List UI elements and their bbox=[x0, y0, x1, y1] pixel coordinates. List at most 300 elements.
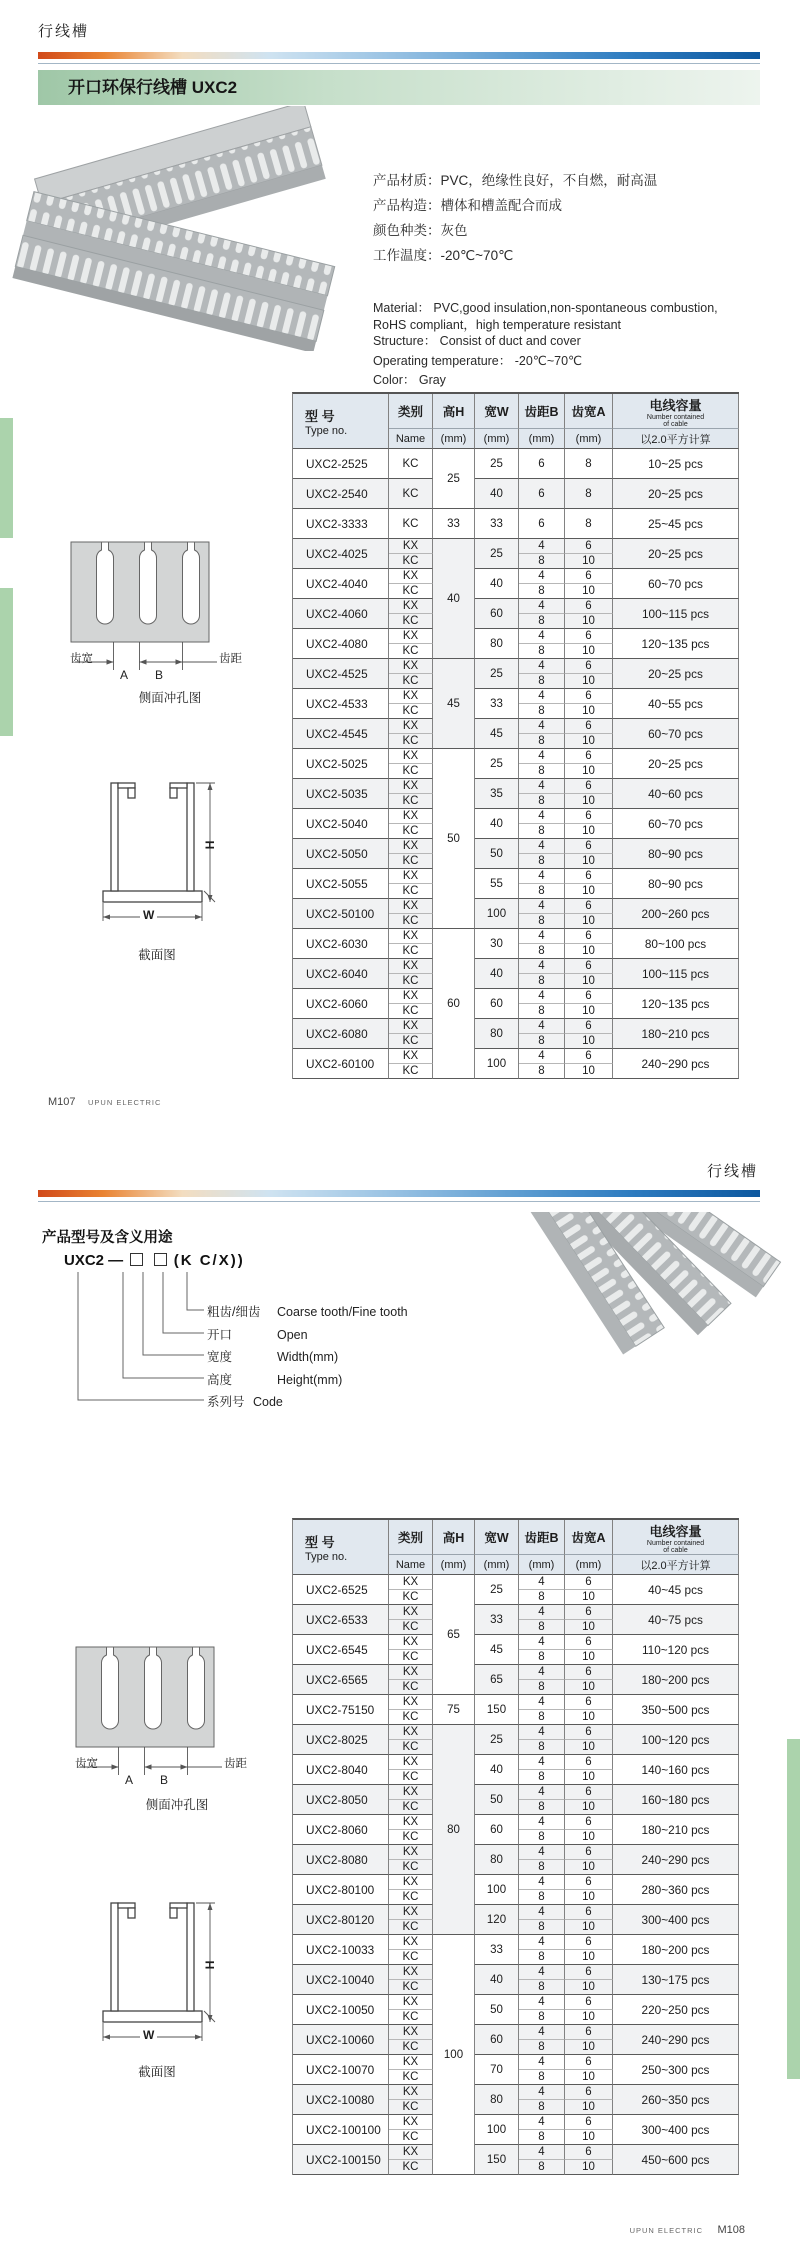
cell-type: UXC2-6030 bbox=[293, 929, 389, 959]
cell-capacity: 450~600 pcs bbox=[613, 2145, 739, 2175]
cell-tooth: 6 bbox=[565, 1019, 613, 1034]
cell-pitch: 4 bbox=[519, 869, 565, 884]
code-label-height bbox=[207, 1370, 342, 1388]
cell-name: KC bbox=[389, 1890, 433, 1905]
cell-capacity: 80~90 pcs bbox=[613, 869, 739, 899]
cell-type: UXC2-10070 bbox=[293, 2055, 389, 2085]
cell-name: KX bbox=[389, 1725, 433, 1740]
code-label-series bbox=[207, 1392, 283, 1410]
header-capacity-en1: Number contained bbox=[646, 1539, 705, 1547]
cell-pitch: 4 bbox=[519, 2115, 565, 2130]
cell-capacity: 240~290 pcs bbox=[613, 2025, 739, 2055]
table-row bbox=[293, 659, 739, 674]
cell-pitch: 4 bbox=[519, 1875, 565, 1890]
cell-tooth: 10 bbox=[565, 944, 613, 959]
cell-pitch: 4 bbox=[519, 1935, 565, 1950]
cell-pitch: 4 bbox=[519, 569, 565, 584]
cell-pitch: 4 bbox=[519, 899, 565, 914]
header-mm: (mm) bbox=[565, 429, 613, 449]
cell-capacity: 60~70 pcs bbox=[613, 569, 739, 599]
cell-width: 33 bbox=[475, 1935, 519, 1965]
cell-pitch: 4 bbox=[519, 1755, 565, 1770]
cell-pitch: 8 bbox=[519, 2130, 565, 2145]
cell-tooth: 10 bbox=[565, 2100, 613, 2115]
cell-width: 40 bbox=[475, 1965, 519, 1995]
cell-pitch: 4 bbox=[519, 1695, 565, 1710]
cell-capacity: 350~500 pcs bbox=[613, 1695, 739, 1725]
cell-pitch: 8 bbox=[519, 794, 565, 809]
cell-height: 100 bbox=[433, 1935, 475, 2175]
header-capacity bbox=[613, 1520, 739, 1555]
table-row bbox=[293, 959, 739, 974]
cell-capacity: 20~25 pcs bbox=[613, 659, 739, 689]
cell-name: KX bbox=[389, 2025, 433, 2040]
table-row bbox=[293, 539, 739, 554]
cell-tooth: 6 bbox=[565, 1995, 613, 2010]
cell-name: KC bbox=[389, 764, 433, 779]
cell-pitch: 8 bbox=[519, 1650, 565, 1665]
brand-name-2: UPUN ELECTRIC bbox=[629, 2226, 704, 2235]
cell-pitch: 8 bbox=[519, 1800, 565, 1815]
table-header bbox=[293, 394, 739, 449]
table-row bbox=[293, 2025, 739, 2040]
cell-tooth: 10 bbox=[565, 764, 613, 779]
cell-type: UXC2-100150 bbox=[293, 2145, 389, 2175]
header-mm: (mm) bbox=[565, 1555, 613, 1575]
cell-tooth: 6 bbox=[565, 869, 613, 884]
cell-width: 50 bbox=[475, 1995, 519, 2025]
cell-pitch: 8 bbox=[519, 1064, 565, 1079]
cell-type: UXC2-8050 bbox=[293, 1785, 389, 1815]
cell-tooth: 10 bbox=[565, 1710, 613, 1725]
brand-name-1: UPUN ELECTRIC bbox=[87, 1098, 162, 1107]
description-en bbox=[373, 300, 718, 389]
cell-pitch: 8 bbox=[519, 2040, 565, 2055]
cell-name: KX bbox=[389, 1995, 433, 2010]
cell-pitch: 4 bbox=[519, 749, 565, 764]
spec-table-2 bbox=[292, 1518, 739, 2175]
cell-capacity: 240~290 pcs bbox=[613, 1049, 739, 1079]
cell-name: KC bbox=[389, 1800, 433, 1815]
cell-pitch: 8 bbox=[519, 764, 565, 779]
table-row bbox=[293, 629, 739, 644]
cell-pitch: 8 bbox=[519, 734, 565, 749]
cell-name: KX bbox=[389, 1875, 433, 1890]
cell-pitch: 8 bbox=[519, 644, 565, 659]
table-row bbox=[293, 479, 739, 509]
cell-tooth: 10 bbox=[565, 734, 613, 749]
cell-type: UXC2-8025 bbox=[293, 1725, 389, 1755]
cell-capacity: 80~100 pcs bbox=[613, 929, 739, 959]
cell-pitch: 4 bbox=[519, 809, 565, 824]
cell-tooth: 6 bbox=[565, 2025, 613, 2040]
cell-name: KC bbox=[389, 479, 433, 509]
cell-pitch: 8 bbox=[519, 674, 565, 689]
cell-pitch: 8 bbox=[519, 554, 565, 569]
left-margin-bar-2 bbox=[0, 588, 13, 736]
cell-tooth: 10 bbox=[565, 1004, 613, 1019]
cell-width: 80 bbox=[475, 2085, 519, 2115]
cell-width: 33 bbox=[475, 689, 519, 719]
cell-name: KC bbox=[389, 1650, 433, 1665]
cell-type: UXC2-8060 bbox=[293, 1815, 389, 1845]
cell-tooth: 10 bbox=[565, 644, 613, 659]
cell-name: KX bbox=[389, 1575, 433, 1590]
tooth-width-label-2: 齿宽 bbox=[75, 1758, 98, 1770]
cell-pitch: 4 bbox=[519, 1635, 565, 1650]
cell-name: KC bbox=[389, 1860, 433, 1875]
cell-pitch: 8 bbox=[519, 1830, 565, 1845]
dim-w-label-1: W bbox=[140, 908, 157, 922]
cell-capacity: 180~200 pcs bbox=[613, 1935, 739, 1965]
code-label-en: Width(mm) bbox=[277, 1350, 339, 1364]
header-capacity-en1: Number contained bbox=[646, 413, 705, 421]
cell-name: KC bbox=[389, 824, 433, 839]
cell-name: KC bbox=[389, 1064, 433, 1079]
cell-tooth: 6 bbox=[565, 899, 613, 914]
cell-height: 50 bbox=[433, 749, 475, 929]
cell-type: UXC2-8080 bbox=[293, 1845, 389, 1875]
cell-type: UXC2-4533 bbox=[293, 689, 389, 719]
table-row bbox=[293, 1019, 739, 1034]
cell-name: KC bbox=[389, 854, 433, 869]
cell-name: KX bbox=[389, 539, 433, 554]
header-height: 高H bbox=[433, 1520, 475, 1555]
header-name: 类别 bbox=[389, 1520, 433, 1555]
cell-width: 60 bbox=[475, 1815, 519, 1845]
cell-width: 60 bbox=[475, 2025, 519, 2055]
cell-name: KX bbox=[389, 2145, 433, 2160]
header-type-zh: 型 号 bbox=[305, 408, 335, 424]
cell-name: KX bbox=[389, 1785, 433, 1800]
cell-name: KC bbox=[389, 944, 433, 959]
header-type bbox=[293, 1520, 389, 1575]
table-row bbox=[293, 509, 739, 539]
cell-tooth: 6 bbox=[565, 839, 613, 854]
tooth-pitch-label-1: 齿距 bbox=[219, 653, 242, 665]
cell-tooth: 6 bbox=[565, 1049, 613, 1064]
cell-name: KC bbox=[389, 449, 433, 479]
cell-capacity: 10~25 pcs bbox=[613, 449, 739, 479]
header-capacity-zh: 电线容量 bbox=[649, 397, 702, 413]
cell-width: 65 bbox=[475, 1665, 519, 1695]
cell-width: 100 bbox=[475, 2115, 519, 2145]
cell-capacity: 160~180 pcs bbox=[613, 1785, 739, 1815]
section-heading: 产品型号及含义用途 bbox=[42, 1230, 173, 1246]
cell-pitch: 4 bbox=[519, 599, 565, 614]
cell-tooth: 6 bbox=[565, 749, 613, 764]
cell-height: 25 bbox=[433, 449, 475, 509]
cell-tooth: 10 bbox=[565, 1980, 613, 1995]
cell-name: KX bbox=[389, 1635, 433, 1650]
header-mm: (mm) bbox=[433, 1555, 475, 1575]
cell-pitch: 8 bbox=[519, 704, 565, 719]
cell-tooth: 10 bbox=[565, 1620, 613, 1635]
desc-zh-line: 产品材质：PVC，绝缘性良好，不自燃，耐高温 bbox=[373, 173, 658, 188]
cell-capacity: 180~210 pcs bbox=[613, 1815, 739, 1845]
cell-tooth: 6 bbox=[565, 1665, 613, 1680]
cell-capacity: 60~70 pcs bbox=[613, 719, 739, 749]
cell-name: KX bbox=[389, 1905, 433, 1920]
cell-type: UXC2-3333 bbox=[293, 509, 389, 539]
header-mm: (mm) bbox=[519, 429, 565, 449]
cell-tooth: 10 bbox=[565, 1064, 613, 1079]
header-tooth: 齿宽A bbox=[565, 1520, 613, 1555]
cell-capacity: 25~45 pcs bbox=[613, 509, 739, 539]
cell-name: KX bbox=[389, 809, 433, 824]
cell-type: UXC2-4025 bbox=[293, 539, 389, 569]
cell-name: KC bbox=[389, 509, 433, 539]
desc-en-line: Structure： Consist of duct and cover bbox=[373, 334, 581, 348]
cell-tooth: 6 bbox=[565, 1755, 613, 1770]
cell-pitch: 4 bbox=[519, 1725, 565, 1740]
cell-name: KC bbox=[389, 614, 433, 629]
cell-height: 65 bbox=[433, 1575, 475, 1695]
cell-pitch: 8 bbox=[519, 1950, 565, 1965]
cell-pitch: 8 bbox=[519, 1680, 565, 1695]
cell-pitch: 8 bbox=[519, 1860, 565, 1875]
cell-pitch: 4 bbox=[519, 929, 565, 944]
cell-tooth: 6 bbox=[565, 599, 613, 614]
cell-pitch: 8 bbox=[519, 1710, 565, 1725]
cell-tooth: 6 bbox=[565, 1965, 613, 1980]
cell-tooth: 10 bbox=[565, 914, 613, 929]
footer-2 bbox=[630, 2220, 745, 2238]
cell-name: KX bbox=[389, 689, 433, 704]
cell-capacity: 140~160 pcs bbox=[613, 1755, 739, 1785]
cell-name: KX bbox=[389, 779, 433, 794]
cell-name: KC bbox=[389, 704, 433, 719]
cell-name: KC bbox=[389, 2160, 433, 2175]
cell-type: UXC2-4545 bbox=[293, 719, 389, 749]
cell-type: UXC2-100100 bbox=[293, 2115, 389, 2145]
header-capacity-note: 以2.0平方计算 bbox=[613, 429, 739, 449]
header-type-en: Type no. bbox=[305, 1550, 348, 1563]
section-banner: 开口环保行线槽 UXC2 bbox=[38, 70, 760, 105]
cell-tooth: 6 bbox=[565, 989, 613, 1004]
cell-capacity: 20~25 pcs bbox=[613, 479, 739, 509]
cell-name: KX bbox=[389, 989, 433, 1004]
cell-type: UXC2-6060 bbox=[293, 989, 389, 1019]
cell-type: UXC2-6040 bbox=[293, 959, 389, 989]
cell-pitch: 8 bbox=[519, 2100, 565, 2115]
cell-type: UXC2-10040 bbox=[293, 1965, 389, 1995]
header-mm: (mm) bbox=[433, 429, 475, 449]
stripe-underline-2 bbox=[38, 1201, 760, 1202]
cell-capacity: 40~55 pcs bbox=[613, 689, 739, 719]
table-row bbox=[293, 1785, 739, 1800]
cell-tooth: 10 bbox=[565, 1740, 613, 1755]
desc-en-line: Color： Gray bbox=[373, 373, 446, 387]
cell-tooth: 6 bbox=[565, 659, 613, 674]
cell-width: 150 bbox=[475, 1695, 519, 1725]
cell-name: KC bbox=[389, 2040, 433, 2055]
cell-tooth: 6 bbox=[565, 2085, 613, 2100]
cell-tooth: 10 bbox=[565, 1830, 613, 1845]
cell-pitch: 8 bbox=[519, 1890, 565, 1905]
cell-tooth: 10 bbox=[565, 2070, 613, 2085]
dim-b-label-1: B bbox=[155, 668, 164, 682]
table-row bbox=[293, 1605, 739, 1620]
header-mm: (mm) bbox=[519, 1555, 565, 1575]
cell-tooth: 10 bbox=[565, 854, 613, 869]
cell-type: UXC2-5050 bbox=[293, 839, 389, 869]
cell-height: 80 bbox=[433, 1725, 475, 1935]
header-width: 宽W bbox=[475, 1520, 519, 1555]
cell-tooth: 6 bbox=[565, 1905, 613, 1920]
cell-tooth: 6 bbox=[565, 809, 613, 824]
table-row bbox=[293, 449, 739, 479]
table-row bbox=[293, 1905, 739, 1920]
header-pitch: 齿距B bbox=[519, 1520, 565, 1555]
gradient-stripe-2 bbox=[38, 1190, 760, 1197]
cell-pitch: 8 bbox=[519, 1770, 565, 1785]
cell-type: UXC2-4080 bbox=[293, 629, 389, 659]
cell-type: UXC2-80100 bbox=[293, 1875, 389, 1905]
table-row bbox=[293, 839, 739, 854]
page-number-2: M108 bbox=[717, 2224, 745, 2236]
cell-name: KC bbox=[389, 2130, 433, 2145]
cell-capacity: 300~400 pcs bbox=[613, 1905, 739, 1935]
cell-tooth: 6 bbox=[565, 779, 613, 794]
cell-capacity: 40~45 pcs bbox=[613, 1575, 739, 1605]
cell-tooth: 6 bbox=[565, 929, 613, 944]
cell-capacity: 300~400 pcs bbox=[613, 2115, 739, 2145]
cell-width: 120 bbox=[475, 1905, 519, 1935]
cell-tooth: 6 bbox=[565, 2115, 613, 2130]
cell-pitch: 8 bbox=[519, 1740, 565, 1755]
cell-tooth: 10 bbox=[565, 614, 613, 629]
code-label-zh: 宽度 bbox=[207, 1350, 233, 1364]
cell-name: KC bbox=[389, 674, 433, 689]
table-header bbox=[293, 1520, 739, 1575]
cell-name: KX bbox=[389, 899, 433, 914]
dim-h-label-2: H bbox=[202, 1960, 217, 1970]
cell-capacity: 180~210 pcs bbox=[613, 1019, 739, 1049]
cell-pitch: 4 bbox=[519, 1575, 565, 1590]
table-row bbox=[293, 989, 739, 1004]
table-row bbox=[293, 869, 739, 884]
table-row bbox=[293, 2055, 739, 2070]
table-row bbox=[293, 1965, 739, 1980]
cell-width: 30 bbox=[475, 929, 519, 959]
dim-a-label-1: A bbox=[120, 668, 129, 682]
cell-width: 70 bbox=[475, 2055, 519, 2085]
cross-section-diagram-1 bbox=[95, 775, 225, 935]
cell-width: 40 bbox=[475, 959, 519, 989]
cell-tooth: 10 bbox=[565, 704, 613, 719]
cell-tooth: 8 bbox=[565, 509, 613, 539]
product-photo-1 bbox=[12, 106, 347, 351]
cell-name: KX bbox=[389, 599, 433, 614]
cell-type: UXC2-6565 bbox=[293, 1665, 389, 1695]
cell-tooth: 6 bbox=[565, 1695, 613, 1710]
cell-width: 100 bbox=[475, 1875, 519, 1905]
cell-pitch: 8 bbox=[519, 1590, 565, 1605]
cell-width: 25 bbox=[475, 1725, 519, 1755]
header-tooth: 齿宽A bbox=[565, 394, 613, 429]
header-capacity-zh: 电线容量 bbox=[649, 1523, 702, 1539]
cell-name: KC bbox=[389, 794, 433, 809]
table-row bbox=[293, 689, 739, 704]
stripe-underline-1 bbox=[38, 63, 760, 64]
cell-capacity: 80~90 pcs bbox=[613, 839, 739, 869]
cell-width: 45 bbox=[475, 719, 519, 749]
cell-tooth: 10 bbox=[565, 1680, 613, 1695]
cell-type: UXC2-4060 bbox=[293, 599, 389, 629]
spec-table-1 bbox=[292, 392, 739, 1079]
cell-tooth: 10 bbox=[565, 1860, 613, 1875]
cell-width: 25 bbox=[475, 1575, 519, 1605]
cell-width: 40 bbox=[475, 479, 519, 509]
cell-tooth: 10 bbox=[565, 1800, 613, 1815]
spec-table-2-body bbox=[293, 1575, 739, 2175]
cell-name: KX bbox=[389, 869, 433, 884]
cell-name: KC bbox=[389, 1740, 433, 1755]
cell-type: UXC2-6080 bbox=[293, 1019, 389, 1049]
gradient-stripe-1 bbox=[38, 52, 760, 59]
cell-name: KX bbox=[389, 839, 433, 854]
cell-pitch: 6 bbox=[519, 449, 565, 479]
cell-height: 40 bbox=[433, 539, 475, 659]
desc-en-line: Material： PVC,good insulation,non-spontaneous combustion, bbox=[373, 301, 718, 315]
cell-tooth: 6 bbox=[565, 569, 613, 584]
tooth-width-label-1: 齿宽 bbox=[70, 653, 93, 665]
cell-pitch: 4 bbox=[519, 539, 565, 554]
cell-pitch: 8 bbox=[519, 944, 565, 959]
cell-pitch: 4 bbox=[519, 839, 565, 854]
cell-tooth: 10 bbox=[565, 1770, 613, 1785]
cell-width: 25 bbox=[475, 539, 519, 569]
side-diagram-caption-2: 侧面冲孔图 bbox=[145, 1798, 209, 1812]
cell-type: UXC2-10060 bbox=[293, 2025, 389, 2055]
cell-tooth: 10 bbox=[565, 884, 613, 899]
cell-name: KX bbox=[389, 629, 433, 644]
cell-type: UXC2-5040 bbox=[293, 809, 389, 839]
cell-name: KC bbox=[389, 1830, 433, 1845]
code-label-en: Code bbox=[253, 1395, 283, 1409]
code-suffix: (K C/X)) bbox=[173, 1252, 245, 1269]
cell-width: 60 bbox=[475, 989, 519, 1019]
section-caption-1: 截面图 bbox=[138, 948, 176, 962]
cell-tooth: 6 bbox=[565, 719, 613, 734]
cell-pitch: 4 bbox=[519, 779, 565, 794]
cell-pitch: 8 bbox=[519, 614, 565, 629]
cell-pitch: 8 bbox=[519, 824, 565, 839]
cell-tooth: 6 bbox=[565, 689, 613, 704]
cell-tooth: 6 bbox=[565, 1575, 613, 1590]
cell-name: KC bbox=[389, 644, 433, 659]
header-mm: (mm) bbox=[475, 1555, 519, 1575]
cell-name: KX bbox=[389, 1935, 433, 1950]
header-name-en: Name bbox=[389, 1555, 433, 1575]
cell-name: KX bbox=[389, 1665, 433, 1680]
cell-capacity: 250~300 pcs bbox=[613, 2055, 739, 2085]
table-row bbox=[293, 2115, 739, 2130]
code-label-zh: 粗齿/细齿 bbox=[207, 1305, 261, 1319]
cell-name: KC bbox=[389, 884, 433, 899]
cell-pitch: 6 bbox=[519, 479, 565, 509]
cell-type: UXC2-80120 bbox=[293, 1905, 389, 1935]
cell-capacity: 20~25 pcs bbox=[613, 749, 739, 779]
cell-pitch: 8 bbox=[519, 2160, 565, 2175]
header-height: 高H bbox=[433, 394, 475, 429]
cell-tooth: 10 bbox=[565, 824, 613, 839]
spec-table-1-body bbox=[293, 449, 739, 1079]
cell-name: KX bbox=[389, 1695, 433, 1710]
table-row bbox=[293, 2085, 739, 2100]
desc-en-line: RoHS compliant，high temperature resistant bbox=[373, 317, 622, 332]
